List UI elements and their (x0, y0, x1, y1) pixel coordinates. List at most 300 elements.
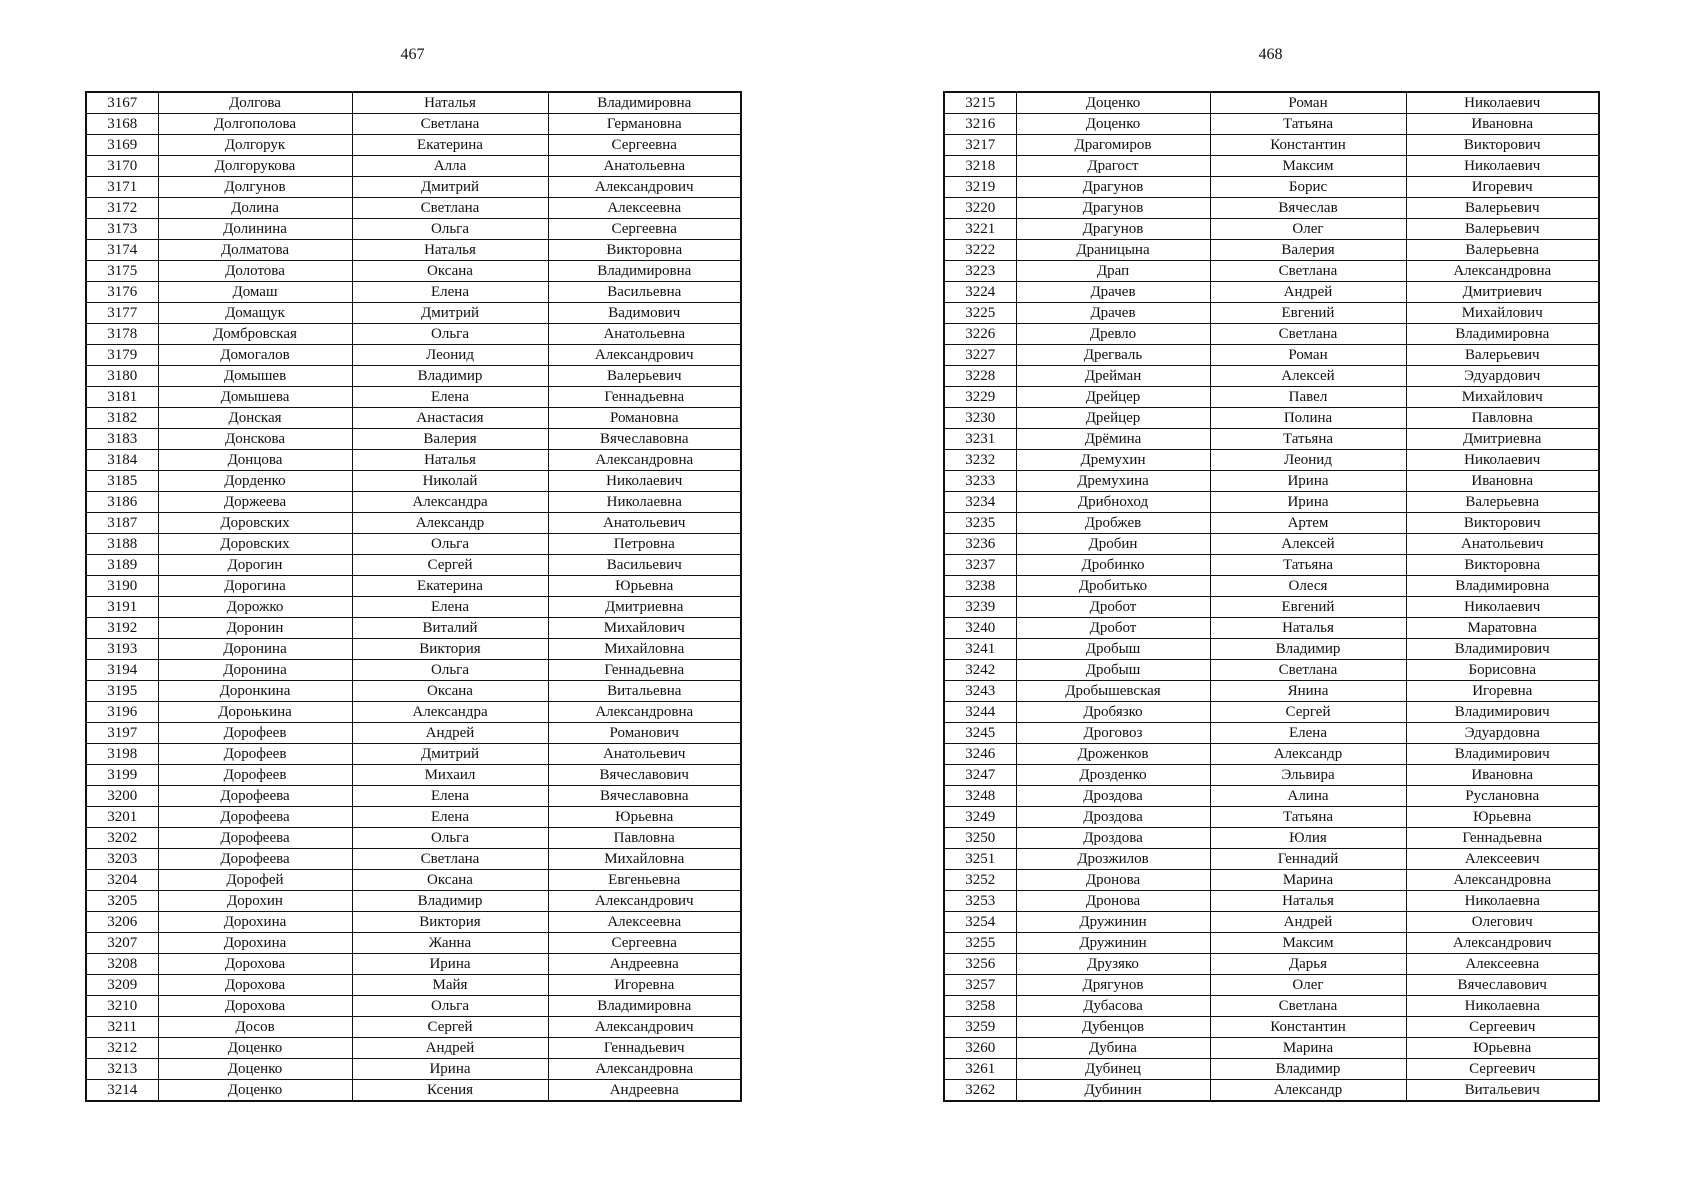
surname-cell: Дрёмина (1016, 429, 1210, 450)
table-row (86, 996, 741, 1017)
record-number: 3260 (944, 1038, 1016, 1059)
record-number: 3188 (86, 534, 158, 555)
first-name-cell: Оксана (352, 681, 548, 702)
table-row (86, 1038, 741, 1059)
patronymic-cell: Александровна (1406, 870, 1599, 891)
surname-cell: Дроздова (1016, 807, 1210, 828)
table-row (944, 870, 1599, 891)
record-number: 3248 (944, 786, 1016, 807)
patronymic-cell: Владимирович (1406, 639, 1599, 660)
patronymic-cell: Юрьевна (1406, 1038, 1599, 1059)
table-row (944, 681, 1599, 702)
record-number: 3217 (944, 135, 1016, 156)
patronymic-cell: Викторовна (548, 240, 741, 261)
patronymic-cell: Геннадьевич (548, 1038, 741, 1059)
table-row (944, 891, 1599, 912)
table-row (944, 555, 1599, 576)
record-number: 3191 (86, 597, 158, 618)
surname-cell: Дорофей (158, 870, 352, 891)
table-row (86, 177, 741, 198)
table-row (944, 1038, 1599, 1059)
record-number: 3221 (944, 219, 1016, 240)
patronymic-cell: Юрьевна (1406, 807, 1599, 828)
patronymic-cell: Алексеевна (548, 912, 741, 933)
patronymic-cell: Владимирович (1406, 702, 1599, 723)
table-row (86, 429, 741, 450)
table-row (944, 765, 1599, 786)
record-number: 3238 (944, 576, 1016, 597)
patronymic-cell: Александровна (548, 450, 741, 471)
surname-cell: Драгунов (1016, 177, 1210, 198)
patronymic-cell: Евгеньевна (548, 870, 741, 891)
patronymic-cell: Викторовна (1406, 555, 1599, 576)
surname-cell: Дробязко (1016, 702, 1210, 723)
table-row (944, 450, 1599, 471)
first-name-cell: Геннадий (1210, 849, 1406, 870)
table-row (86, 660, 741, 681)
surname-cell: Домышев (158, 366, 352, 387)
record-number: 3214 (86, 1080, 158, 1102)
record-number: 3176 (86, 282, 158, 303)
surname-cell: Драгомиров (1016, 135, 1210, 156)
record-number: 3199 (86, 765, 158, 786)
surname-cell: Донская (158, 408, 352, 429)
patronymic-cell: Германовна (548, 114, 741, 135)
patronymic-cell: Витальевич (1406, 1080, 1599, 1102)
first-name-cell: Николай (352, 471, 548, 492)
surname-cell: Доценко (1016, 114, 1210, 135)
table-row (86, 912, 741, 933)
surname-cell: Долгунов (158, 177, 352, 198)
surname-cell: Дубина (1016, 1038, 1210, 1059)
first-name-cell: Марина (1210, 870, 1406, 891)
surname-cell: Долгорук (158, 135, 352, 156)
patronymic-cell: Анатольевич (548, 513, 741, 534)
patronymic-cell: Игоревич (1406, 177, 1599, 198)
table-row (944, 387, 1599, 408)
record-number: 3222 (944, 240, 1016, 261)
record-number: 3247 (944, 765, 1016, 786)
table-row (86, 240, 741, 261)
record-number: 3185 (86, 471, 158, 492)
patronymic-cell: Сергеевна (548, 219, 741, 240)
surname-cell: Драп (1016, 261, 1210, 282)
surname-cell: Дремухин (1016, 450, 1210, 471)
surname-cell: Драчев (1016, 303, 1210, 324)
record-number: 3167 (86, 92, 158, 114)
surname-cell: Дорофеев (158, 765, 352, 786)
patronymic-cell: Николаевна (548, 492, 741, 513)
surname-cell: Дробот (1016, 618, 1210, 639)
surname-cell: Дорофеева (158, 849, 352, 870)
patronymic-cell: Сергеевич (1406, 1017, 1599, 1038)
record-number: 3168 (86, 114, 158, 135)
surname-cell: Донцова (158, 450, 352, 471)
first-name-cell: Дмитрий (352, 303, 548, 324)
record-number: 3225 (944, 303, 1016, 324)
surname-cell: Доценко (158, 1059, 352, 1080)
first-name-cell: Ольга (352, 534, 548, 555)
table-row (944, 597, 1599, 618)
patronymic-cell: Николаевич (1406, 92, 1599, 114)
surname-cell: Дремухина (1016, 471, 1210, 492)
table-row (86, 639, 741, 660)
surname-cell: Дробыш (1016, 639, 1210, 660)
surname-cell: Дорохова (158, 996, 352, 1017)
table-row (86, 1059, 741, 1080)
patronymic-cell: Ивановна (1406, 765, 1599, 786)
patronymic-cell: Владимирович (1406, 744, 1599, 765)
surname-cell: Дороњкина (158, 702, 352, 723)
surname-cell: Донскова (158, 429, 352, 450)
first-name-cell: Марина (1210, 1038, 1406, 1059)
first-name-cell: Максим (1210, 933, 1406, 954)
record-number: 3207 (86, 933, 158, 954)
table-row (944, 954, 1599, 975)
table-row (944, 366, 1599, 387)
table-row (944, 324, 1599, 345)
surname-cell: Дроговоз (1016, 723, 1210, 744)
surname-cell: Дроженков (1016, 744, 1210, 765)
first-name-cell: Андрей (1210, 912, 1406, 933)
table-row (944, 933, 1599, 954)
record-number: 3239 (944, 597, 1016, 618)
first-name-cell: Олег (1210, 975, 1406, 996)
record-number: 3212 (86, 1038, 158, 1059)
first-name-cell: Алексей (1210, 534, 1406, 555)
patronymic-cell: Васильевна (548, 282, 741, 303)
surname-cell: Дорохова (158, 954, 352, 975)
first-name-cell: Наталья (1210, 618, 1406, 639)
table-row (86, 345, 741, 366)
surname-cell: Домаш (158, 282, 352, 303)
patronymic-cell: Геннадьевна (1406, 828, 1599, 849)
patronymic-cell: Андреевна (548, 1080, 741, 1102)
patronymic-cell: Александрович (548, 177, 741, 198)
record-number: 3256 (944, 954, 1016, 975)
surname-cell: Драницына (1016, 240, 1210, 261)
record-number: 3189 (86, 555, 158, 576)
table-row (944, 660, 1599, 681)
record-number: 3252 (944, 870, 1016, 891)
table-row (944, 618, 1599, 639)
record-number: 3240 (944, 618, 1016, 639)
first-name-cell: Наталья (352, 92, 548, 114)
table-row (86, 933, 741, 954)
record-number: 3182 (86, 408, 158, 429)
record-number: 3261 (944, 1059, 1016, 1080)
table-row (944, 1080, 1599, 1102)
patronymic-cell: Геннадьевна (548, 387, 741, 408)
register-table (85, 91, 742, 1102)
first-name-cell: Артем (1210, 513, 1406, 534)
patronymic-cell: Николаевна (1406, 996, 1599, 1017)
first-name-cell: Роман (1210, 92, 1406, 114)
first-name-cell: Виктория (352, 639, 548, 660)
surname-cell: Доржеева (158, 492, 352, 513)
record-number: 3237 (944, 555, 1016, 576)
first-name-cell: Павел (1210, 387, 1406, 408)
first-name-cell: Олег (1210, 219, 1406, 240)
surname-cell: Доровских (158, 513, 352, 534)
first-name-cell: Елена (352, 387, 548, 408)
first-name-cell: Константин (1210, 135, 1406, 156)
surname-cell: Дрейцер (1016, 387, 1210, 408)
first-name-cell: Сергей (1210, 702, 1406, 723)
surname-cell: Дробот (1016, 597, 1210, 618)
patronymic-cell: Михайловна (548, 639, 741, 660)
surname-cell: Дубинин (1016, 1080, 1210, 1102)
surname-cell: Дорофеев (158, 744, 352, 765)
first-name-cell: Ирина (352, 954, 548, 975)
table-row (86, 954, 741, 975)
table-row (944, 576, 1599, 597)
record-number: 3258 (944, 996, 1016, 1017)
table-row (86, 366, 741, 387)
table-row (86, 828, 741, 849)
table-row (944, 912, 1599, 933)
table-row (944, 345, 1599, 366)
patronymic-cell: Павловна (1406, 408, 1599, 429)
patronymic-cell: Валерьевич (1406, 219, 1599, 240)
table-row (86, 450, 741, 471)
patronymic-cell: Руслановна (1406, 786, 1599, 807)
record-number: 3194 (86, 660, 158, 681)
first-name-cell: Ирина (1210, 471, 1406, 492)
patronymic-cell: Владимировна (1406, 576, 1599, 597)
record-number: 3170 (86, 156, 158, 177)
patronymic-cell: Вячеславович (1406, 975, 1599, 996)
first-name-cell: Валерия (1210, 240, 1406, 261)
record-number: 3226 (944, 324, 1016, 345)
surname-cell: Долгополова (158, 114, 352, 135)
table-row (86, 870, 741, 891)
surname-cell: Драчев (1016, 282, 1210, 303)
surname-cell: Доценко (158, 1038, 352, 1059)
table-row (86, 702, 741, 723)
record-number: 3254 (944, 912, 1016, 933)
patronymic-cell: Анатольевна (548, 156, 741, 177)
record-number: 3193 (86, 639, 158, 660)
surname-cell: Доронин (158, 618, 352, 639)
record-number: 3197 (86, 723, 158, 744)
table-row (86, 408, 741, 429)
patronymic-cell: Эдуардович (1406, 366, 1599, 387)
record-number: 3241 (944, 639, 1016, 660)
record-number: 3251 (944, 849, 1016, 870)
patronymic-cell: Дмитриевна (1406, 429, 1599, 450)
surname-cell: Дружинин (1016, 912, 1210, 933)
first-name-cell: Светлана (1210, 996, 1406, 1017)
table-row (86, 387, 741, 408)
table-row (944, 534, 1599, 555)
record-number: 3195 (86, 681, 158, 702)
patronymic-cell: Михайловна (548, 849, 741, 870)
surname-cell: Дробжев (1016, 513, 1210, 534)
first-name-cell: Жанна (352, 933, 548, 954)
record-number: 3262 (944, 1080, 1016, 1102)
surname-cell: Домышева (158, 387, 352, 408)
patronymic-cell: Валерьевна (1406, 492, 1599, 513)
table-row (944, 513, 1599, 534)
first-name-cell: Полина (1210, 408, 1406, 429)
surname-cell: Домбровская (158, 324, 352, 345)
surname-cell: Драгунов (1016, 198, 1210, 219)
surname-cell: Доронина (158, 639, 352, 660)
table-row (944, 828, 1599, 849)
table-row (86, 681, 741, 702)
table-row (944, 639, 1599, 660)
surname-cell: Дробыш (1016, 660, 1210, 681)
patronymic-cell: Маратовна (1406, 618, 1599, 639)
patronymic-cell: Михайлович (1406, 303, 1599, 324)
record-number: 3175 (86, 261, 158, 282)
patronymic-cell: Вячеславовна (548, 786, 741, 807)
surname-cell: Досов (158, 1017, 352, 1038)
surname-cell: Дорофеев (158, 723, 352, 744)
record-number: 3227 (944, 345, 1016, 366)
record-number: 3234 (944, 492, 1016, 513)
first-name-cell: Светлана (1210, 261, 1406, 282)
first-name-cell: Александр (1210, 744, 1406, 765)
record-number: 3174 (86, 240, 158, 261)
surname-cell: Долинина (158, 219, 352, 240)
first-name-cell: Наталья (1210, 891, 1406, 912)
surname-cell: Дубенцов (1016, 1017, 1210, 1038)
patronymic-cell: Юрьевна (548, 807, 741, 828)
first-name-cell: Борис (1210, 177, 1406, 198)
table-row (944, 786, 1599, 807)
record-number: 3259 (944, 1017, 1016, 1038)
first-name-cell: Татьяна (1210, 807, 1406, 828)
table-row (944, 702, 1599, 723)
first-name-cell: Эльвира (1210, 765, 1406, 786)
table-row (86, 303, 741, 324)
surname-cell: Долгова (158, 92, 352, 114)
patronymic-cell: Владимировна (548, 92, 741, 114)
table-row (944, 975, 1599, 996)
patronymic-cell: Анатольевна (548, 324, 741, 345)
surname-cell: Дробинко (1016, 555, 1210, 576)
patronymic-cell: Александровна (1406, 261, 1599, 282)
surname-cell: Дорохина (158, 912, 352, 933)
register-body (944, 92, 1599, 1101)
first-name-cell: Сергей (352, 1017, 548, 1038)
record-number: 3253 (944, 891, 1016, 912)
record-number: 3181 (86, 387, 158, 408)
surname-cell: Дорофеева (158, 786, 352, 807)
first-name-cell: Ольга (352, 996, 548, 1017)
table-row (944, 135, 1599, 156)
first-name-cell: Виталий (352, 618, 548, 639)
table-row (86, 324, 741, 345)
record-number: 3184 (86, 450, 158, 471)
record-number: 3198 (86, 744, 158, 765)
first-name-cell: Андрей (352, 1038, 548, 1059)
patronymic-cell: Николаевич (548, 471, 741, 492)
table-row (86, 576, 741, 597)
patronymic-cell: Владимировна (548, 261, 741, 282)
record-number: 3169 (86, 135, 158, 156)
patronymic-cell: Юрьевна (548, 576, 741, 597)
patronymic-cell: Витальевна (548, 681, 741, 702)
first-name-cell: Оксана (352, 870, 548, 891)
surname-cell: Драгост (1016, 156, 1210, 177)
surname-cell: Долматова (158, 240, 352, 261)
page-number: 467 (400, 46, 425, 63)
first-name-cell: Роман (1210, 345, 1406, 366)
first-name-cell: Ольга (352, 219, 548, 240)
first-name-cell: Оксана (352, 261, 548, 282)
record-number: 3216 (944, 114, 1016, 135)
patronymic-cell: Николаевич (1406, 156, 1599, 177)
surname-cell: Дорожко (158, 597, 352, 618)
first-name-cell: Наталья (352, 240, 548, 261)
surname-cell: Дорофеева (158, 807, 352, 828)
first-name-cell: Алина (1210, 786, 1406, 807)
table-row (86, 555, 741, 576)
surname-cell: Дронова (1016, 891, 1210, 912)
first-name-cell: Янина (1210, 681, 1406, 702)
table-row (86, 618, 741, 639)
first-name-cell: Елена (1210, 723, 1406, 744)
record-number: 3187 (86, 513, 158, 534)
patronymic-cell: Дмитриевна (548, 597, 741, 618)
surname-cell: Домащук (158, 303, 352, 324)
record-number: 3255 (944, 933, 1016, 954)
surname-cell: Дробин (1016, 534, 1210, 555)
first-name-cell: Светлана (352, 198, 548, 219)
record-number: 3249 (944, 807, 1016, 828)
record-number: 3190 (86, 576, 158, 597)
first-name-cell: Светлана (352, 849, 548, 870)
surname-cell: Дорофеева (158, 828, 352, 849)
first-name-cell: Майя (352, 975, 548, 996)
record-number: 3171 (86, 177, 158, 198)
patronymic-cell: Валерьевна (1406, 240, 1599, 261)
first-name-cell: Анастасия (352, 408, 548, 429)
record-number: 3224 (944, 282, 1016, 303)
surname-cell: Дорохина (158, 933, 352, 954)
first-name-cell: Светлана (1210, 660, 1406, 681)
first-name-cell: Светлана (352, 114, 548, 135)
patronymic-cell: Сергеевна (548, 933, 741, 954)
table-row (86, 198, 741, 219)
first-name-cell: Юлия (1210, 828, 1406, 849)
table-row (86, 744, 741, 765)
surname-cell: Дроздова (1016, 786, 1210, 807)
surname-cell: Дронова (1016, 870, 1210, 891)
patronymic-cell: Сергеевна (548, 135, 741, 156)
table-row (944, 177, 1599, 198)
record-number: 3192 (86, 618, 158, 639)
patronymic-cell: Викторович (1406, 135, 1599, 156)
first-name-cell: Алла (352, 156, 548, 177)
record-number: 3196 (86, 702, 158, 723)
patronymic-cell: Владимировна (1406, 324, 1599, 345)
patronymic-cell: Геннадьевна (548, 660, 741, 681)
surname-cell: Доронкина (158, 681, 352, 702)
first-name-cell: Андрей (1210, 282, 1406, 303)
first-name-cell: Евгений (1210, 597, 1406, 618)
record-number: 3245 (944, 723, 1016, 744)
patronymic-cell: Романовна (548, 408, 741, 429)
surname-cell: Дружинин (1016, 933, 1210, 954)
first-name-cell: Ксения (352, 1080, 548, 1102)
table-row (86, 849, 741, 870)
surname-cell: Дроздова (1016, 828, 1210, 849)
patronymic-cell: Викторович (1406, 513, 1599, 534)
